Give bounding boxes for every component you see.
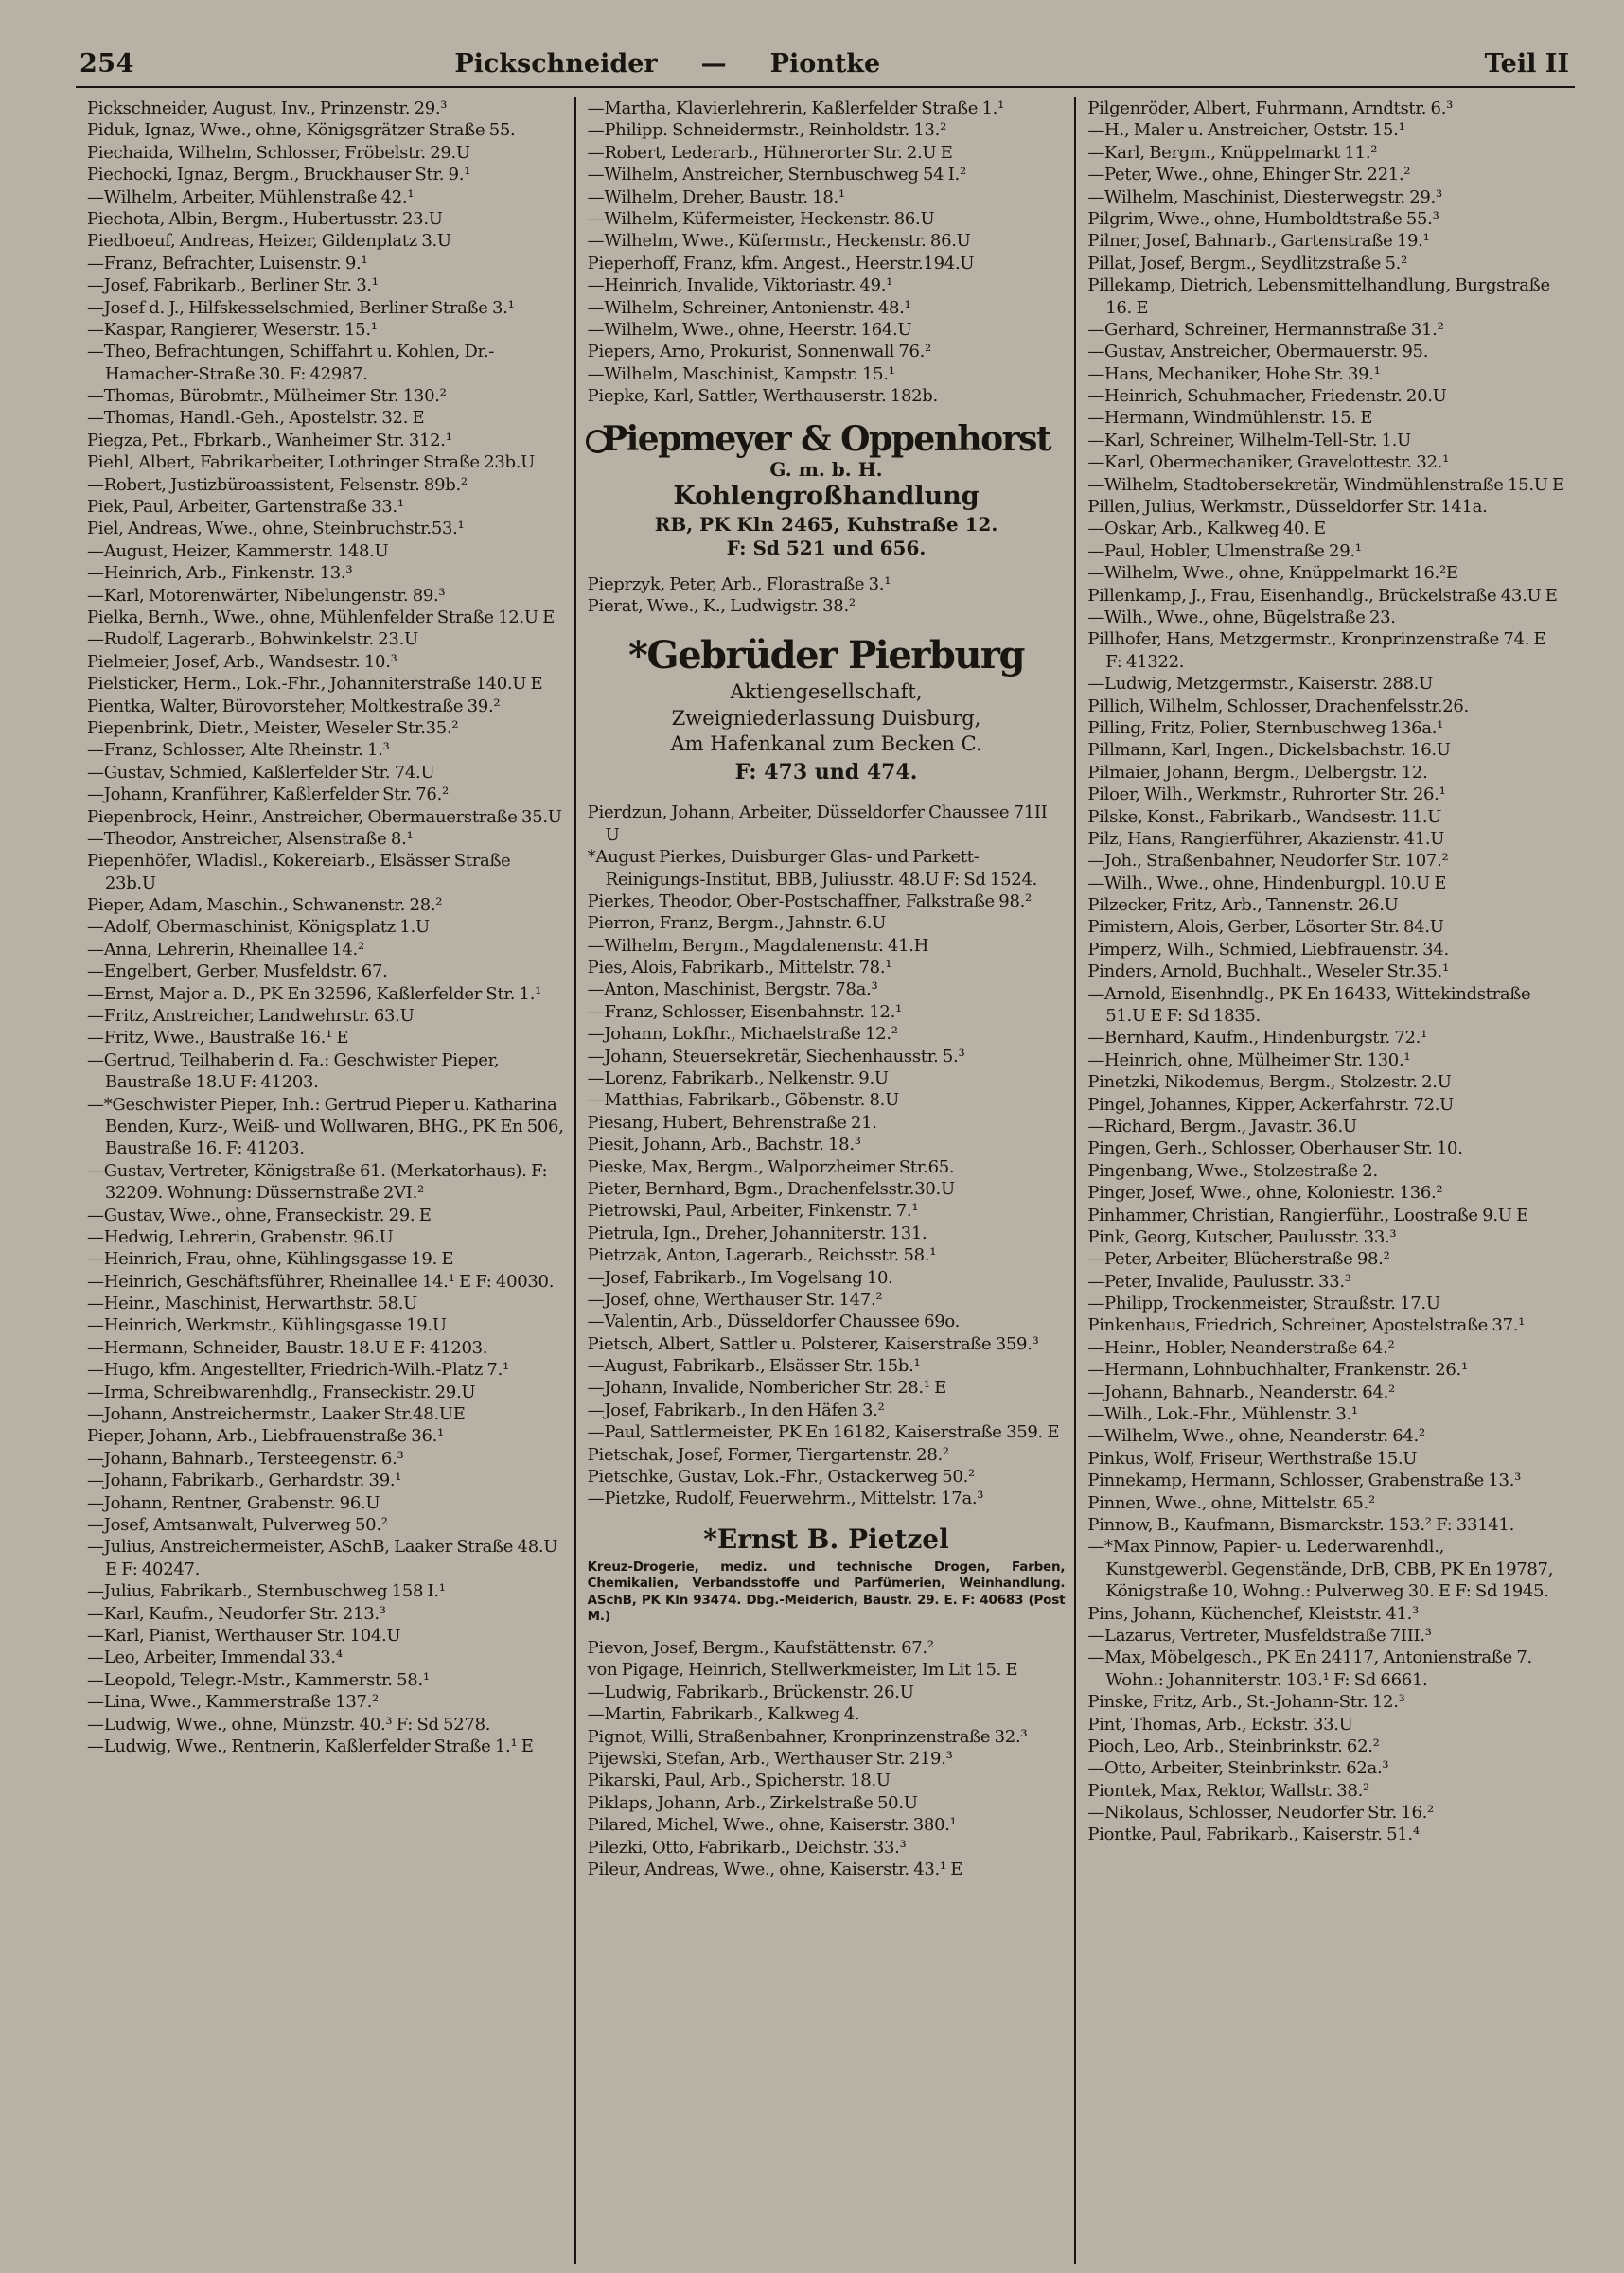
directory-entry: —Adolf, Obermaschinist, Königsplatz 1.U [87,917,430,938]
directory-entry: —Wilh., Lok.-Fhr., Mühlenstr. 3.¹ [1087,1404,1358,1425]
directory-entry: —Julius, Anstreichermeister, ASchB, Laaker Straße 48.U E F: 40247. [87,1537,558,1579]
page-number: 254 [79,49,134,79]
directory-entry: —Josef, Fabrikarb., In den Häfen 3.² [587,1400,885,1420]
directory-entry: Pieper, Adam, Maschin., Schwanenstr. 28.² [87,895,443,916]
directory-entry: Pikarski, Paul, Arb., Spicherstr. 18.U [587,1771,891,1791]
directory-entry: —Josef, Amtsanwalt, Pulverweg 50.² [87,1515,388,1535]
directory-entry: —Hermann, Lohnbuchhalter, Frankenstr. 26.¹ [1087,1360,1468,1381]
ad-pietzel [588,1524,1066,1626]
directory-entry: Pingel, Johannes, Kipper, Ackerfahrstr. 72.U [1087,1094,1455,1115]
directory-entry: —Paul, Hobler, Ulmenstraße 29.¹ [1087,540,1362,561]
directory-entry: Piechaida, Wilhelm, Schlosser, Fröbelstr. 29.U [87,142,470,163]
directory-entry: —Paul, Sattlermeister, PK En 16182, Kaiserstraße 359. E [587,1422,1060,1443]
directory-entry: —H., Maler u. Anstreicher, Oststr. 15.¹ [1087,120,1405,141]
directory-entry: von Pigage, Heinrich, Stellwerkmeister, Im Lit 15. E [587,1660,1018,1681]
directory-entry: Pietsch, Albert, Sattler u. Polsterer, Kaiserstraße 359.³ [587,1333,1039,1354]
ad-line: Kohlengroßhandlung [673,482,980,512]
directory-entry: Pinske, Fritz, Arb., St.-Johann-Str. 12.³ [1087,1692,1405,1713]
directory-entry: —Heinrich, Geschäftsführer, Rheinallee 14.¹ E F: 40030. [87,1271,555,1292]
directory-entry: Pingenbang, Wwe., Stolzestraße 2. [1087,1160,1378,1181]
directory-entry: Pieperhoff, Franz, kfm. Angest., Heerstr.194.U [587,253,975,273]
directory-entry: —Gustav, Wwe., ohne, Franseckistr. 29. E [87,1205,432,1225]
running-head [0,49,1343,79]
directory-entry: —Philipp. Schneidermstr., Reinholdstr. 13.² [587,120,946,141]
directory-entry: —Oskar, Arb., Kalkweg 40. E [1087,519,1326,539]
directory-entry: Piduk, Ignaz, Wwe., ohne, Königsgrätzer Straße 55. [87,120,516,141]
directory-entry: Piepers, Arno, Prokurist, Sonnenwall 76.² [587,342,931,362]
directory-entry: Pinger, Josef, Wwe., ohne, Koloniestr. 136.² [1087,1183,1443,1204]
directory-entry: —Hermann, Schneider, Baustr. 18.U E F: 41203. [87,1337,488,1358]
directory-entry: Piehl, Albert, Fabrikarbeiter, Lothringer Straße 23b.U [87,452,536,473]
page-header [0,0,1624,82]
directory-entry: Piesit, Johann, Arb., Bachstr. 18.³ [587,1135,861,1155]
directory-entry: Pilske, Konst., Fabrikarb., Wandsestr. 11.U [1087,806,1442,827]
ad-line: *Gebrüder Pierburg [628,633,1024,678]
directory-entry: —August, Heizer, Kammerstr. 148.U [87,540,389,561]
directory-entry: —Hugo, kfm. Angestellter, Friedrich-Wilh.-Platz 7.¹ [87,1360,509,1381]
directory-entry: —Hedwig, Lehrerin, Grabenstr. 96.U [87,1226,394,1247]
directory-entry: —Thomas, Handl.-Geh., Apostelstr. 32. E [87,408,425,429]
directory-entry: Pilling, Fritz, Polier, Sternbuschweg 136a.¹ [1087,717,1444,738]
directory-entry: Piechota, Albin, Bergm., Hubertusstr. 23.U [87,208,443,229]
directory-entry: Pioch, Leo, Arb., Steinbrinkstr. 62.² [1087,1736,1380,1756]
directory-entry: —Kaspar, Rangierer, Weserstr. 15.¹ [87,319,378,340]
directory-entry: —Johann, Invalide, Nombericher Str. 28.¹ E [587,1378,946,1399]
directory-entry: —Gerhard, Schreiner, Hermannstraße 31.² [1087,319,1444,340]
ad-pierburg [588,633,1066,785]
directory-entry: —Heinrich, Invalide, Viktoriastr. 49.¹ [587,275,893,296]
directory-entry: —Johann, Lokfhr., Michaelstraße 12.² [587,1024,898,1045]
directory-entry: Pillen, Julius, Werkmstr., Düsseldorfer Str. 141a. [1087,497,1488,518]
directory-entry: —Wilh., Wwe., ohne, Hindenburgpl. 10.U E [1087,872,1447,893]
directory-entry: Pietrula, Ign., Dreher, Johanniterstr. 131. [587,1223,927,1243]
directory-entry: —Wilhelm, Wwe., Küfermstr., Heckenstr. 86.U [587,231,971,252]
directory-entry: —Valentin, Arb., Düsseldorfer Chaussee 69o. [587,1312,961,1332]
directory-entry: Piloer, Wilh., Werkmstr., Ruhrorter Str. 26.¹ [1087,784,1446,805]
directory-entry: Pieper, Johann, Arb., Liebfrauenstraße 36.¹ [87,1426,444,1447]
directory-entry: —Lazarus, Vertreter, Musfeldstraße 7III.³ [1087,1625,1432,1646]
directory-entry: *August Pierkes, Duisburger Glas- und Parkett-Reinigungs-Institut, BBB, Juliusstr. 48.U F: Sd 1524. [587,847,1038,890]
directory-entry: Piegza, Pet., Fbrkarb., Wanheimer Str. 312.¹ [87,430,452,450]
directory-entry: —Wilhelm, Schreiner, Antonienstr. 48.¹ [587,297,911,318]
directory-entry: —Johann, Bahnarb., Neanderstr. 64.² [1087,1382,1395,1402]
directory-entry: —Karl, Bergm., Knüppelmarkt 11.² [1087,142,1378,163]
directory-entry: —*Geschwister Pieper, Inh.: Gertrud Pieper u. Katharina Benden, Kurz-, Weiß- und Wollwaren, BHG., PK En 506, Baustraße 16. F: 41203. [87,1094,564,1159]
directory-entry: —Thomas, Bürobmtr., Mülheimer Str. 130.² [87,386,447,407]
directory-entry: Pimperz, Wilh., Schmied, Liebfrauenstr. 34. [1087,939,1449,960]
directory-entry: —Anna, Lehrerin, Rheinallee 14.² [87,939,364,960]
directory-entry: Pinnow, B., Kaufmann, Bismarckstr. 153.² F: 33141. [1087,1515,1514,1535]
column-right [1074,97,1575,2264]
directory-entry: —Heinrich, Schuhmacher, Friedenstr. 20.U [1087,386,1447,407]
directory-entry: —Wilhelm, Wwe., ohne, Neanderstr. 64.² [1087,1426,1425,1447]
directory-entry: Pijewski, Stefan, Arb., Werthauser Str. 219.³ [587,1748,953,1769]
directory-entry: —Anton, Maschinist, Bergstr. 78a.³ [587,979,878,1000]
directory-entry: Pinnen, Wwe., ohne, Mittelstr. 65.² [1087,1492,1375,1513]
directory-entry: —Karl, Kaufm., Neudorfer Str. 213.³ [87,1603,386,1624]
directory-entry: Pinkus, Wolf, Friseur, Werthstraße 15.U [1087,1448,1418,1469]
directory-entry: —Karl, Pianist, Werthauser Str. 104.U [87,1625,401,1646]
directory-entry: —Heinr., Maschinist, Herwarthstr. 58.U [87,1294,418,1314]
directory-entry: —Franz, Schlosser, Alte Rheinstr. 1.³ [87,740,390,761]
directory-entry: Pilner, Josef, Bahnarb., Gartenstraße 19.¹ [1087,231,1430,252]
ad-line: Am Hafenkanal zum Becken C. [670,732,982,756]
column-middle [574,97,1075,2264]
directory-entry: Pielmeier, Josef, Arb., Wandsestr. 10.³ [87,651,397,672]
directory-entry: Pimistern, Alois, Gerber, Lösorter Str. 84.U [1087,917,1444,938]
directory-entry: —Wilhelm, Anstreicher, Sternbuschweg 54 I.² [587,165,966,185]
directory-entry: —Rudolf, Lagerarb., Bohwinkelstr. 23.U [87,629,418,650]
directory-entry: Pies, Alois, Fabrikarb., Mittelstr. 78.¹ [587,958,892,978]
directory-entry: Pientka, Walter, Bürovorsteher, Moltkestraße 39.² [87,696,501,716]
directory-entry: —Wilhelm, Küfermeister, Heckenstr. 86.U [587,208,935,229]
directory-entry: —Lina, Wwe., Kammerstraße 137.² [87,1692,379,1713]
directory-entry: Pinhammer, Christian, Rangierführ., Loostraße 9.U E [1087,1205,1528,1225]
directory-entry: —Karl, Obermechaniker, Gravelottestr. 32.¹ [1087,452,1450,473]
directory-entry: —Fritz, Anstreicher, Landwehrstr. 63.U [87,1006,415,1027]
directory-entry: Pieprzyk, Peter, Arb., Florastraße 3.¹ [587,573,891,594]
directory-entry: Pietschak, Josef, Former, Tiergartenstr. 28.² [587,1444,949,1465]
directory-entry: —Bernhard, Kaufm., Hindenburgstr. 72.¹ [1087,1028,1428,1048]
directory-entry: Pint, Thomas, Arb., Eckstr. 33.U [1087,1714,1353,1735]
ad-line: F: 473 und 474. [734,760,918,785]
directory-entry: —Robert, Justizbüroassistent, Felsenstr. 89b.² [87,474,468,495]
directory-entry: —Gustav, Vertreter, Königstraße 61. (Merkatorhaus). F: 32209. Wohnung: Düssernstraße 2VI.² [87,1160,548,1204]
directory-entry: —Johann, Rentner, Grabenstr. 96.U [87,1492,380,1513]
directory-entry: —Johann, Bahnarb., Tersteegenstr. 6.³ [87,1448,404,1469]
directory-entry: Pilzecker, Fritz, Arb., Tannenstr. 26.U [1087,895,1399,916]
directory-entry: —Heinrich, ohne, Mülheimer Str. 130.¹ [1087,1049,1411,1070]
directory-entry: —Heinr., Hobler, Neanderstraße 64.² [1087,1337,1395,1358]
ad-line: F: Sd 521 und 656. [726,536,927,559]
directory-entry: —Wilhelm, Dreher, Baustr. 18.¹ [587,186,845,207]
directory-columns [0,96,1624,2264]
directory-entry: —Martha, Klavierlehrerin, Kaßlerfelder Straße 1.¹ [587,98,1004,118]
ad-line: G. m. b. H. [769,458,883,482]
directory-entry: Pilezki, Otto, Fabrikarb., Deichstr. 33.³ [587,1837,907,1858]
directory-entry: —Wilhelm, Stadtobersekretär, Windmühlenstraße 15.U E [1087,474,1564,495]
directory-entry: —Engelbert, Gerber, Musfeldstr. 67. [87,961,388,982]
directory-entry: Pietrowski, Paul, Arbeiter, Finkenstr. 7.¹ [587,1201,919,1222]
directory-entry: —Josef, ohne, Werthauser Str. 147.² [587,1289,883,1310]
directory-entry: Pickschneider, August, Inv., Prinzenstr. 29.³ [87,98,448,118]
directory-entry: Pilgenröder, Albert, Fuhrmann, Arndtstr. 6.³ [1087,98,1454,118]
directory-entry: —Gustav, Schmied, Kaßlerfelder Str. 74.U [87,762,435,783]
directory-entry: —Ludwig, Fabrikarb., Brückenstr. 26.U [587,1682,914,1702]
directory-entry: —Wilh., Wwe., ohne, Bügelstraße 23. [1087,607,1396,627]
directory-entry: Pierkes, Theodor, Ober-Postschaffner, Falkstraße 98.² [587,890,1032,911]
ad-line: Zweigniederlassung Duisburg, [671,706,981,730]
directory-entry: —Nikolaus, Schlosser, Neudorfer Str. 16.² [1087,1803,1434,1824]
directory-entry: —Richard, Bergm., Javastr. 36.U [1087,1116,1357,1136]
directory-entry: —Philipp, Trockenmeister, Straußstr. 17.U [1087,1294,1440,1314]
directory-entry: Pillhofer, Hans, Metzgermstr., Kronprinzenstraße 74. E F: 41322. [1087,629,1546,672]
running-head-left: Pickschneider [454,49,658,79]
ad-ring-icon [586,430,609,453]
directory-entry: Piontek, Max, Rektor, Wallstr. 38.² [1087,1780,1369,1801]
directory-entry: Pielsticker, Herm., Lok.-Fhr., Johanniterstraße 140.U E [87,674,543,695]
directory-entry: Pignot, Willi, Straßenbahner, Kronprinzenstraße 32.³ [587,1726,1028,1747]
directory-entry: —Peter, Arbeiter, Blücherstraße 98.² [1087,1249,1390,1270]
directory-entry: —Hermann, Windmühlenstr. 15. E [1087,408,1373,429]
ad-line: Piepmeyer & Oppenhorst [602,419,1051,460]
directory-entry: —Wilhelm, Maschinist, Kampstr. 15.¹ [587,363,895,384]
directory-entry: —Robert, Lederarb., Hühnerorter Str. 2.U E [587,142,953,163]
ad-line: RB, PK Kln 2465, Kuhstraße 12. [654,512,998,536]
directory-entry: Piedboeuf, Andreas, Heizer, Gildenplatz 3.U [87,231,451,252]
directory-entry: Pillat, Josef, Bergm., Seydlitzstraße 5.² [1087,253,1407,273]
directory-entry: —Peter, Invalide, Paulusstr. 33.³ [1087,1271,1351,1292]
directory-entry: —Gustav, Anstreicher, Obermauerstr. 95. [1087,342,1429,362]
directory-entry: —Franz, Befrachter, Luisenstr. 9.¹ [87,253,368,273]
directory-entry: —Wilhelm, Arbeiter, Mühlenstraße 42.¹ [87,186,415,207]
ad-line: Aktiengesellschaft, [730,680,923,704]
directory-entry: —Johann, Anstreichermstr., Laaker Str.48.UE [87,1404,466,1425]
directory-entry: —Wilhelm, Wwe., ohne, Heerstr. 164.U [587,319,912,340]
directory-entry: —Wilhelm, Maschinist, Diesterwegstr. 29.³ [1087,186,1442,207]
directory-entry: —Fritz, Wwe., Baustraße 16.¹ E [87,1028,349,1048]
directory-entry: —Gertrud, Teilhaberin d. Fa.: Geschwister Pieper, Baustraße 18.U F: 41203. [87,1049,500,1093]
directory-entry: Pilared, Michel, Wwe., ohne, Kaiserstr. 380.¹ [587,1815,957,1836]
directory-entry: Piek, Paul, Arbeiter, Gartenstraße 33.¹ [87,497,404,518]
directory-entry: Pillekamp, Dietrich, Lebensmittelhandlung, Burgstraße 16. E [1087,275,1550,318]
directory-entry: —Karl, Schreiner, Wilhelm-Tell-Str. 1.U [1087,430,1412,450]
directory-entry: —Leo, Arbeiter, Immendal 33.⁴ [87,1647,343,1668]
directory-entry: Pievon, Josef, Bergm., Kaufstättenstr. 67.² [587,1638,934,1659]
directory-entry: Piepenbrink, Dietr., Meister, Weseler Str.35.² [87,717,459,738]
directory-entry: Pierdzun, Johann, Arbeiter, Düsseldorfer Chaussee 71II U [587,802,1048,845]
directory-entry: —Leopold, Telegr.-Mstr., Kammerstr. 58.¹ [87,1669,430,1690]
running-head-right: Piontke [769,49,881,79]
directory-entry: —Johann, Steuersekretär, Siechenhausstr. 5.³ [587,1046,965,1066]
directory-entry: —Martin, Fabrikarb., Kalkweg 4. [587,1704,860,1725]
directory-entry: —Karl, Motorenwärter, Nibelungenstr. 89.³ [87,585,446,606]
directory-entry: —Heinrich, Frau, ohne, Kühlingsgasse 19. E [87,1249,454,1270]
directory-entry: —Max, Möbelgesch., PK En 24117, Antonienstraße 7. Wohn.: Johanniterstr. 103.¹ F: Sd 6661. [1087,1647,1532,1690]
directory-entry: Pink, Georg, Kutscher, Paulusstr. 33.³ [1087,1226,1397,1247]
directory-entry: —Johann, Fabrikarb., Gerhardstr. 39.¹ [87,1471,402,1491]
ad-line: *Ernst B. Pietzel [703,1523,949,1555]
directory-entry: Piontke, Paul, Fabrikarb., Kaiserstr. 51.⁴ [1087,1824,1420,1845]
directory-entry: Pilmaier, Johann, Bergm., Delbergstr. 12. [1087,762,1428,783]
directory-entry: Pileur, Andreas, Wwe., ohne, Kaiserstr. 43.¹ E [587,1859,963,1879]
directory-entry: —Theo, Befrachtungen, Schiffahrt u. Kohlen, Dr.-Hamacher-Straße 30. F: 42987. [87,342,495,384]
directory-entry: Pillich, Wilhelm, Schlosser, Drachenfelsstr.26. [1087,696,1469,716]
directory-entry: —Ludwig, Wwe., Rentnerin, Kaßlerfelder Straße 1.¹ E [87,1736,534,1756]
directory-entry: Piepenbrock, Heinr., Anstreicher, Obermauerstraße 35.U [87,806,562,827]
ad-piepmeyer [588,419,1066,559]
directory-entry: —Josef, Fabrikarb., Im Vogelsang 10. [587,1267,893,1288]
directory-entry: —Ernst, Major a. D., PK En 32596, Kaßlerfelder Str. 1.¹ [87,983,542,1004]
directory-entry: —Wilhelm, Bergm., Magdalenenstr. 41.H [587,935,929,956]
directory-entry: Pieter, Bernhard, Bgm., Drachenfelsstr.30.U [587,1178,955,1199]
directory-entry: Pielka, Bernh., Wwe., ohne, Mühlenfelder Straße 12.U E [87,607,555,627]
directory-entry: —Peter, Wwe., ohne, Ehinger Str. 221.² [1087,165,1411,185]
directory-entry: Pietschke, Gustav, Lok.-Fhr., Ostackerweg 50.² [587,1467,975,1488]
directory-entry: —Wilhelm, Wwe., ohne, Knüppelmarkt 16.²E [1087,563,1458,584]
directory-entry: Pinkenhaus, Friedrich, Schreiner, Apostelstraße 37.¹ [1087,1315,1526,1336]
ad-line: Kreuz-Drogerie, mediz. und technische Drogen, Farben, Chemikalien, Verbandsstoffe und Parfümerien, Weinhandlung. ASchB, PK Kln 93474. Dbg.-Meiderich, Baustr. 29. E. F: 40683 (Post M.) [587,1559,1066,1625]
directory-entry: Pilgrim, Wwe., ohne, Humboldtstraße 55.³ [1087,208,1439,229]
directory-entry: —Otto, Arbeiter, Steinbrinkstr. 62a.³ [1087,1758,1389,1779]
directory-entry: Piklaps, Johann, Arb., Zirkelstraße 50.U [587,1792,918,1813]
directory-entry: Piechocki, Ignaz, Bergm., Bruckhauser Str. 9.¹ [87,165,471,185]
directory-entry: —Theodor, Anstreicher, Alsenstraße 8.¹ [87,828,414,849]
directory-entry: —Heinrich, Werkmstr., Kühlingsgasse 19.U [87,1315,447,1336]
directory-entry: —Johann, Kranführer, Kaßlerfelder Str. 76.² [87,784,449,805]
directory-entry: Pietrzak, Anton, Lagerarb., Reichsstr. 58.¹ [587,1245,937,1266]
directory-entry: —Lorenz, Fabrikarb., Nelkenstr. 9.U [587,1068,889,1089]
directory-entry: —Franz, Schlosser, Eisenbahnstr. 12.¹ [587,1001,902,1022]
directory-entry: Pillmann, Karl, Ingen., Dickelsbachstr. 16.U [1087,740,1451,761]
directory-entry: —Josef, Fabrikarb., Berliner Str. 3.¹ [87,275,379,296]
directory-entry: —Irma, Schreibwarenhdlg., Franseckistr. 29.U [87,1382,476,1402]
header-rule [76,86,1575,88]
directory-entry: Pinetzki, Nikodemus, Bergm., Stolzestr. 2.U [1087,1072,1452,1093]
directory-entry: Pilz, Hans, Rangierführer, Akazienstr. 41.U [1087,828,1445,849]
directory-entry: Pillenkamp, J., Frau, Eisenhandlg., Brückelstraße 43.U E [1087,585,1558,606]
directory-entry: Piesang, Hubert, Behrenstraße 21. [587,1112,877,1133]
directory-entry: Pinnekamp, Hermann, Schlosser, Grabenstraße 13.³ [1087,1471,1522,1491]
directory-entry: —Julius, Fabrikarb., Sternbuschweg 158 I.¹ [87,1581,446,1602]
directory-entry: —Arnold, Eisenhndlg., PK En 16433, Wittekindstraße 51.U E F: Sd 1835. [1087,983,1531,1027]
directory-entry: —August, Fabrikarb., Elsässer Str. 15b.¹ [587,1356,921,1377]
directory-entry: —Josef d. J., Hilfskesselschmied, Berliner Straße 3.¹ [87,297,515,318]
directory-entry: Pierat, Wwe., K., Ludwigstr. 38.² [587,596,856,617]
column-left [76,97,574,2264]
directory-entry: —Heinrich, Arb., Finkenstr. 13.³ [87,563,353,584]
directory-entry: —Matthias, Fabrikarb., Göbenstr. 8.U [587,1090,899,1111]
directory-entry: —*Max Pinnow, Papier- u. Lederwarenhdl., Kunstgewerbl. Gegenstände, DrB, CBB, PK En 19787, Königstraße 10, Wohng.: Pulverweg 30. E F: Sd 1945. [1087,1537,1554,1602]
directory-entry: Pingen, Gerh., Schlosser, Oberhauser Str. 10. [1087,1138,1463,1159]
directory-entry: —Hans, Mechaniker, Hohe Str. 39.¹ [1087,363,1381,384]
directory-entry: Piepenhöfer, Wladisl., Kokereiarb., Elsässer Straße 23b.U [87,851,511,893]
directory-entry: —Ludwig, Metzgermstr., Kaiserstr. 288.U [1087,674,1433,695]
directory-entry: —Joh., Straßenbahner, Neudorfer Str. 107.² [1087,851,1449,872]
directory-entry: Piel, Andreas, Wwe., ohne, Steinbruchstr.53.¹ [87,519,465,539]
directory-entry: Pieske, Max, Bergm., Walporzheimer Str.65. [587,1156,955,1177]
directory-entry: Piepke, Karl, Sattler, Werthauserstr. 182b. [587,386,938,407]
part-label: Teil II [1484,49,1569,79]
running-head-separator: — [700,49,727,79]
directory-entry: Pierron, Franz, Bergm., Jahnstr. 6.U [587,913,887,934]
directory-entry: —Ludwig, Wwe., ohne, Münzstr. 40.³ F: Sd 5278. [87,1714,491,1735]
directory-entry: Pinders, Arnold, Buchhalt., Weseler Str.35.¹ [1087,961,1449,982]
directory-entry: —Pietzke, Rudolf, Feuerwehrm., Mittelstr. 17a.³ [587,1489,984,1509]
directory-entry: Pins, Johann, Küchenchef, Kleiststr. 41.³ [1087,1603,1420,1624]
